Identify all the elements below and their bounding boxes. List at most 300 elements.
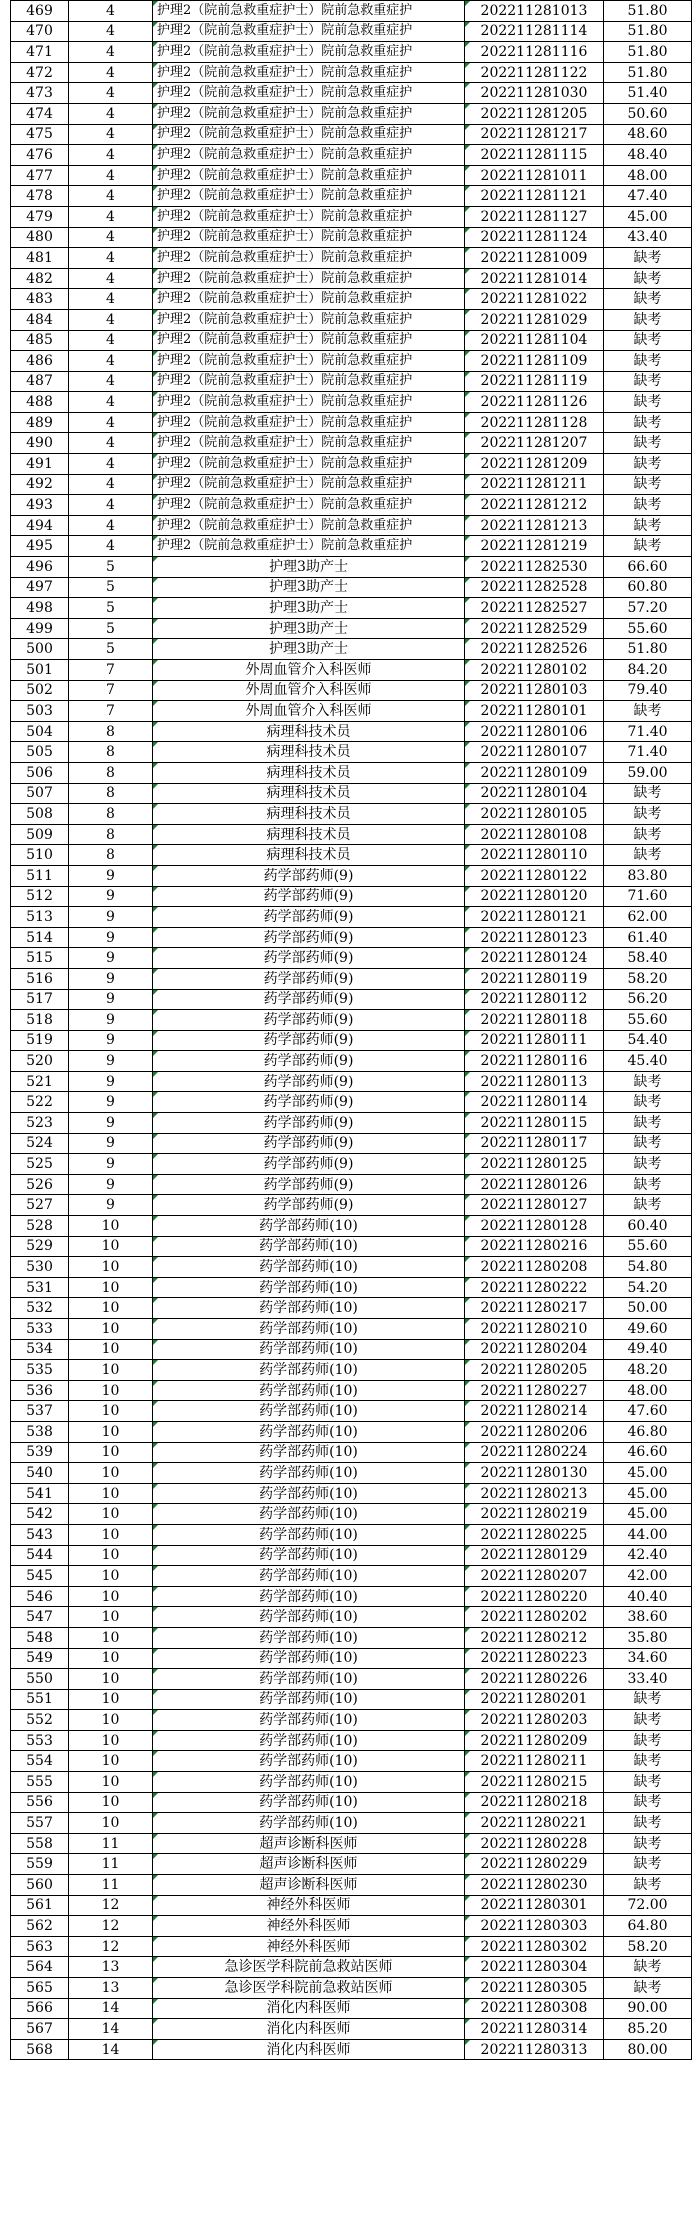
post-name-cell: 药学部药师(9) [153, 989, 465, 1010]
table-row [11, 1936, 692, 1957]
score-table [10, 0, 692, 2060]
post-code-cell: 10 [69, 1401, 153, 1422]
post-code-cell: 10 [69, 1545, 153, 1566]
score-cell: 缺考 [604, 804, 692, 825]
table-row [11, 536, 692, 557]
post-name-cell: 护理2（院前急救重症护士）院前急救重症护 [153, 83, 465, 104]
post-code-cell: 4 [69, 145, 153, 166]
score-cell: 45.00 [604, 1463, 692, 1484]
score-cell: 83.80 [604, 865, 692, 886]
post-code-cell: 10 [69, 1792, 153, 1813]
score-cell: 46.80 [604, 1421, 692, 1442]
table-row [11, 1113, 692, 1134]
row-index-cell: 481 [11, 248, 69, 269]
score-cell: 90.00 [604, 1998, 692, 2019]
score-cell: 51.80 [604, 1, 692, 22]
ticket-number-cell: 202211280308 [465, 1998, 604, 2019]
post-code-cell: 10 [69, 1380, 153, 1401]
post-name-cell: 药学部药师(9) [153, 1154, 465, 1175]
row-index-cell: 517 [11, 989, 69, 1010]
post-code-cell: 4 [69, 371, 153, 392]
post-code-cell: 8 [69, 804, 153, 825]
table-row [11, 206, 692, 227]
row-index-cell: 549 [11, 1648, 69, 1669]
post-name-cell: 神经外科医师 [153, 1936, 465, 1957]
post-name-cell: 护理2（院前急救重症护士）院前急救重症护 [153, 412, 465, 433]
score-cell: 51.80 [604, 62, 692, 83]
score-cell: 64.80 [604, 1916, 692, 1937]
score-cell: 缺考 [604, 1113, 692, 1134]
post-code-cell: 10 [69, 1689, 153, 1710]
row-index-cell: 496 [11, 557, 69, 578]
table-row [11, 948, 692, 969]
row-index-cell: 491 [11, 454, 69, 475]
ticket-number-cell: 202211280120 [465, 886, 604, 907]
score-cell: 缺考 [604, 1751, 692, 1772]
row-index-cell: 520 [11, 1051, 69, 1072]
table-row [11, 495, 692, 516]
table-row [11, 309, 692, 330]
row-index-cell: 502 [11, 680, 69, 701]
score-cell: 缺考 [604, 474, 692, 495]
post-name-cell: 药学部药师(10) [153, 1360, 465, 1381]
ticket-number-cell: 202211280230 [465, 1875, 604, 1896]
post-name-cell: 病理科技术员 [153, 762, 465, 783]
post-code-cell: 10 [69, 1710, 153, 1731]
ticket-number-cell: 202211280112 [465, 989, 604, 1010]
score-cell: 35.80 [604, 1627, 692, 1648]
post-code-cell: 4 [69, 21, 153, 42]
row-index-cell: 539 [11, 1442, 69, 1463]
post-code-cell: 9 [69, 865, 153, 886]
score-cell: 34.60 [604, 1648, 692, 1669]
row-index-cell: 495 [11, 536, 69, 557]
score-cell: 缺考 [604, 1710, 692, 1731]
post-name-cell: 护理2（院前急救重症护士）院前急救重症护 [153, 474, 465, 495]
score-cell: 缺考 [604, 1133, 692, 1154]
row-index-cell: 543 [11, 1524, 69, 1545]
ticket-number-cell: 202211282530 [465, 557, 604, 578]
score-cell: 42.00 [604, 1566, 692, 1587]
row-index-cell: 563 [11, 1936, 69, 1957]
row-index-cell: 550 [11, 1669, 69, 1690]
score-cell: 缺考 [604, 1978, 692, 1999]
table-row [11, 1792, 692, 1813]
ticket-number-cell: 202211280117 [465, 1133, 604, 1154]
post-code-cell: 7 [69, 660, 153, 681]
post-name-cell: 药学部药师(10) [153, 1607, 465, 1628]
row-index-cell: 472 [11, 62, 69, 83]
row-index-cell: 547 [11, 1607, 69, 1628]
post-code-cell: 10 [69, 1586, 153, 1607]
score-cell: 48.60 [604, 124, 692, 145]
table-row [11, 557, 692, 578]
table-row [11, 680, 692, 701]
post-name-cell: 护理3助产士 [153, 618, 465, 639]
ticket-number-cell: 202211281126 [465, 392, 604, 413]
score-cell: 49.60 [604, 1319, 692, 1340]
post-name-cell: 病理科技术员 [153, 824, 465, 845]
post-name-cell: 护理2（院前急救重症护士）院前急救重症护 [153, 62, 465, 83]
ticket-number-cell: 202211280119 [465, 968, 604, 989]
ticket-number-cell: 202211280116 [465, 1051, 604, 1072]
row-index-cell: 471 [11, 42, 69, 63]
ticket-number-cell: 202211280301 [465, 1895, 604, 1916]
row-index-cell: 565 [11, 1978, 69, 1999]
post-name-cell: 病理科技术员 [153, 845, 465, 866]
score-cell: 50.60 [604, 103, 692, 124]
post-code-cell: 10 [69, 1627, 153, 1648]
post-name-cell: 护理2（院前急救重症护士）院前急救重症护 [153, 309, 465, 330]
ticket-number-cell: 202211280217 [465, 1298, 604, 1319]
post-name-cell: 护理3助产士 [153, 557, 465, 578]
row-index-cell: 522 [11, 1092, 69, 1113]
post-code-cell: 10 [69, 1216, 153, 1237]
table-row [11, 989, 692, 1010]
post-name-cell: 药学部药师(10) [153, 1524, 465, 1545]
table-row [11, 1669, 692, 1690]
score-cell: 56.20 [604, 989, 692, 1010]
table-row [11, 1916, 692, 1937]
table-row [11, 742, 692, 763]
score-cell: 72.00 [604, 1895, 692, 1916]
post-code-cell: 4 [69, 454, 153, 475]
table-row [11, 1421, 692, 1442]
table-row [11, 1216, 692, 1237]
row-index-cell: 557 [11, 1813, 69, 1834]
post-name-cell: 药学部药师(10) [153, 1257, 465, 1278]
ticket-number-cell: 202211280126 [465, 1174, 604, 1195]
ticket-number-cell: 202211281122 [465, 62, 604, 83]
post-name-cell: 药学部药师(9) [153, 907, 465, 928]
post-code-cell: 9 [69, 1010, 153, 1031]
post-name-cell: 护理2（院前急救重症护士）院前急救重症护 [153, 330, 465, 351]
row-index-cell: 479 [11, 206, 69, 227]
row-index-cell: 526 [11, 1174, 69, 1195]
post-code-cell: 4 [69, 474, 153, 495]
ticket-number-cell: 202211281209 [465, 454, 604, 475]
score-cell: 缺考 [604, 1833, 692, 1854]
post-name-cell: 药学部药师(10) [153, 1566, 465, 1587]
table-row [11, 371, 692, 392]
post-name-cell: 药学部药师(9) [153, 1195, 465, 1216]
row-index-cell: 510 [11, 845, 69, 866]
ticket-number-cell: 202211280202 [465, 1607, 604, 1628]
ticket-number-cell: 202211281011 [465, 165, 604, 186]
post-code-cell: 9 [69, 1195, 153, 1216]
post-code-cell: 4 [69, 268, 153, 289]
table-row [11, 1772, 692, 1793]
score-cell: 缺考 [604, 433, 692, 454]
post-name-cell: 护理2（院前急救重症护士）院前急救重症护 [153, 124, 465, 145]
ticket-number-cell: 202211280201 [465, 1689, 604, 1710]
post-name-cell: 药学部药师(9) [153, 1174, 465, 1195]
table-row [11, 21, 692, 42]
post-code-cell: 4 [69, 412, 153, 433]
score-cell: 缺考 [604, 1092, 692, 1113]
post-name-cell: 护理3助产士 [153, 577, 465, 598]
ticket-number-cell: 202211280213 [465, 1483, 604, 1504]
score-table-body [11, 1, 692, 2060]
table-row [11, 1607, 692, 1628]
table-row [11, 1092, 692, 1113]
row-index-cell: 538 [11, 1421, 69, 1442]
score-cell: 缺考 [604, 1154, 692, 1175]
row-index-cell: 498 [11, 598, 69, 619]
post-name-cell: 超声诊断科医师 [153, 1875, 465, 1896]
post-code-cell: 9 [69, 1133, 153, 1154]
post-code-cell: 14 [69, 1998, 153, 2019]
ticket-number-cell: 202211281022 [465, 289, 604, 310]
score-cell: 51.80 [604, 639, 692, 660]
score-cell: 缺考 [604, 454, 692, 475]
row-index-cell: 525 [11, 1154, 69, 1175]
table-row [11, 1751, 692, 1772]
ticket-number-cell: 202211280130 [465, 1463, 604, 1484]
ticket-number-cell: 202211280108 [465, 824, 604, 845]
row-index-cell: 560 [11, 1875, 69, 1896]
ticket-number-cell: 202211280121 [465, 907, 604, 928]
post-code-cell: 10 [69, 1360, 153, 1381]
score-cell: 71.40 [604, 742, 692, 763]
score-cell: 缺考 [604, 1195, 692, 1216]
ticket-number-cell: 202211281207 [465, 433, 604, 454]
post-code-cell: 4 [69, 83, 153, 104]
table-row [11, 124, 692, 145]
table-row [11, 824, 692, 845]
ticket-number-cell: 202211281116 [465, 42, 604, 63]
score-cell: 45.40 [604, 1051, 692, 1072]
post-name-cell: 护理2（院前急救重症护士）院前急救重症护 [153, 42, 465, 63]
score-cell: 43.40 [604, 227, 692, 248]
post-name-cell: 病理科技术员 [153, 783, 465, 804]
score-cell: 51.80 [604, 21, 692, 42]
post-name-cell: 药学部药师(10) [153, 1463, 465, 1484]
post-code-cell: 8 [69, 721, 153, 742]
post-name-cell: 护理2（院前急救重症护士）院前急救重症护 [153, 289, 465, 310]
row-index-cell: 529 [11, 1236, 69, 1257]
row-index-cell: 568 [11, 2039, 69, 2060]
ticket-number-cell: 202211280111 [465, 1030, 604, 1051]
post-code-cell: 4 [69, 165, 153, 186]
table-row [11, 412, 692, 433]
post-name-cell: 药学部药师(9) [153, 968, 465, 989]
score-cell: 59.00 [604, 762, 692, 783]
row-index-cell: 474 [11, 103, 69, 124]
post-code-cell: 5 [69, 557, 153, 578]
post-name-cell: 药学部药师(10) [153, 1401, 465, 1422]
post-code-cell: 10 [69, 1319, 153, 1340]
ticket-number-cell: 202211280224 [465, 1442, 604, 1463]
row-index-cell: 470 [11, 21, 69, 42]
ticket-number-cell: 202211280304 [465, 1957, 604, 1978]
score-cell: 缺考 [604, 1772, 692, 1793]
post-code-cell: 9 [69, 968, 153, 989]
ticket-number-cell: 202211281211 [465, 474, 604, 495]
ticket-number-cell: 202211280227 [465, 1380, 604, 1401]
score-cell: 45.00 [604, 206, 692, 227]
score-cell: 42.40 [604, 1545, 692, 1566]
post-code-cell: 9 [69, 1092, 153, 1113]
post-code-cell: 12 [69, 1895, 153, 1916]
post-code-cell: 5 [69, 639, 153, 660]
post-code-cell: 14 [69, 2039, 153, 2060]
ticket-number-cell: 202211280305 [465, 1978, 604, 1999]
post-code-cell: 4 [69, 289, 153, 310]
ticket-number-cell: 202211280212 [465, 1627, 604, 1648]
score-cell: 缺考 [604, 1071, 692, 1092]
row-index-cell: 528 [11, 1216, 69, 1237]
score-cell: 缺考 [604, 351, 692, 372]
post-code-cell: 9 [69, 907, 153, 928]
post-name-cell: 药学部药师(10) [153, 1277, 465, 1298]
ticket-number-cell: 202211280226 [465, 1669, 604, 1690]
post-name-cell: 超声诊断科医师 [153, 1833, 465, 1854]
post-code-cell: 9 [69, 927, 153, 948]
ticket-number-cell: 202211280101 [465, 701, 604, 722]
table-row [11, 1236, 692, 1257]
score-cell: 66.60 [604, 557, 692, 578]
row-index-cell: 473 [11, 83, 69, 104]
post-name-cell: 药学部药师(10) [153, 1339, 465, 1360]
score-cell: 80.00 [604, 2039, 692, 2060]
ticket-number-cell: 202211280122 [465, 865, 604, 886]
post-name-cell: 药学部药师(10) [153, 1380, 465, 1401]
score-cell: 85.20 [604, 2019, 692, 2040]
ticket-number-cell: 202211280223 [465, 1648, 604, 1669]
post-name-cell: 药学部药师(10) [153, 1421, 465, 1442]
post-code-cell: 4 [69, 536, 153, 557]
table-row [11, 1524, 692, 1545]
table-row [11, 1463, 692, 1484]
score-cell: 84.20 [604, 660, 692, 681]
post-code-cell: 10 [69, 1730, 153, 1751]
score-cell: 缺考 [604, 371, 692, 392]
post-code-cell: 10 [69, 1751, 153, 1772]
post-name-cell: 药学部药师(10) [153, 1669, 465, 1690]
post-code-cell: 10 [69, 1504, 153, 1525]
post-code-cell: 8 [69, 824, 153, 845]
post-name-cell: 药学部药师(9) [153, 865, 465, 886]
ticket-number-cell: 202211281128 [465, 412, 604, 433]
table-row [11, 145, 692, 166]
post-code-cell: 10 [69, 1813, 153, 1834]
row-index-cell: 499 [11, 618, 69, 639]
post-code-cell: 4 [69, 227, 153, 248]
post-code-cell: 8 [69, 845, 153, 866]
row-index-cell: 484 [11, 309, 69, 330]
post-name-cell: 药学部药师(9) [153, 1030, 465, 1051]
table-row [11, 1813, 692, 1834]
table-row [11, 268, 692, 289]
table-row [11, 1566, 692, 1587]
post-name-cell: 外周血管介入科医师 [153, 680, 465, 701]
table-row [11, 330, 692, 351]
post-code-cell: 4 [69, 186, 153, 207]
row-index-cell: 503 [11, 701, 69, 722]
post-name-cell: 病理科技术员 [153, 742, 465, 763]
table-row [11, 1833, 692, 1854]
post-code-cell: 9 [69, 1030, 153, 1051]
ticket-number-cell: 202211280216 [465, 1236, 604, 1257]
table-row [11, 1339, 692, 1360]
post-name-cell: 消化内科医师 [153, 1998, 465, 2019]
post-code-cell: 10 [69, 1669, 153, 1690]
post-name-cell: 药学部药师(9) [153, 1010, 465, 1031]
table-row [11, 227, 692, 248]
score-cell: 71.60 [604, 886, 692, 907]
table-row [11, 1380, 692, 1401]
post-name-cell: 药学部药师(10) [153, 1751, 465, 1772]
post-name-cell: 药学部药师(9) [153, 1133, 465, 1154]
row-index-cell: 494 [11, 515, 69, 536]
ticket-number-cell: 202211281124 [465, 227, 604, 248]
post-name-cell: 神经外科医师 [153, 1895, 465, 1916]
ticket-number-cell: 202211281212 [465, 495, 604, 516]
row-index-cell: 501 [11, 660, 69, 681]
row-index-cell: 545 [11, 1566, 69, 1587]
post-code-cell: 13 [69, 1978, 153, 1999]
row-index-cell: 537 [11, 1401, 69, 1422]
row-index-cell: 505 [11, 742, 69, 763]
ticket-number-cell: 202211281013 [465, 1, 604, 22]
score-cell: 54.80 [604, 1257, 692, 1278]
score-cell: 51.80 [604, 42, 692, 63]
row-index-cell: 551 [11, 1689, 69, 1710]
score-cell: 缺考 [604, 1174, 692, 1195]
post-code-cell: 11 [69, 1875, 153, 1896]
post-name-cell: 药学部药师(10) [153, 1298, 465, 1319]
post-code-cell: 8 [69, 783, 153, 804]
score-cell: 缺考 [604, 1689, 692, 1710]
table-row [11, 1689, 692, 1710]
score-cell: 缺考 [604, 412, 692, 433]
row-index-cell: 515 [11, 948, 69, 969]
ticket-number-cell: 202211281121 [465, 186, 604, 207]
row-index-cell: 492 [11, 474, 69, 495]
table-row [11, 1133, 692, 1154]
post-code-cell: 9 [69, 1154, 153, 1175]
post-name-cell: 护理2（院前急救重症护士）院前急救重症护 [153, 454, 465, 475]
table-row [11, 1257, 692, 1278]
table-row [11, 968, 692, 989]
row-index-cell: 554 [11, 1751, 69, 1772]
row-index-cell: 540 [11, 1463, 69, 1484]
table-row [11, 762, 692, 783]
table-row [11, 392, 692, 413]
score-cell: 58.20 [604, 1936, 692, 1957]
table-row [11, 1854, 692, 1875]
ticket-number-cell: 202211281127 [465, 206, 604, 227]
post-code-cell: 13 [69, 1957, 153, 1978]
row-index-cell: 487 [11, 371, 69, 392]
post-code-cell: 10 [69, 1236, 153, 1257]
ticket-number-cell: 202211280113 [465, 1071, 604, 1092]
row-index-cell: 523 [11, 1113, 69, 1134]
post-name-cell: 超声诊断科医师 [153, 1854, 465, 1875]
post-name-cell: 护理2（院前急救重症护士）院前急救重症护 [153, 433, 465, 454]
ticket-number-cell: 202211281119 [465, 371, 604, 392]
table-row [11, 701, 692, 722]
row-index-cell: 513 [11, 907, 69, 928]
table-row [11, 845, 692, 866]
post-code-cell: 10 [69, 1463, 153, 1484]
row-index-cell: 566 [11, 1998, 69, 2019]
post-code-cell: 9 [69, 1071, 153, 1092]
table-row [11, 454, 692, 475]
ticket-number-cell: 202211281213 [465, 515, 604, 536]
table-row [11, 577, 692, 598]
